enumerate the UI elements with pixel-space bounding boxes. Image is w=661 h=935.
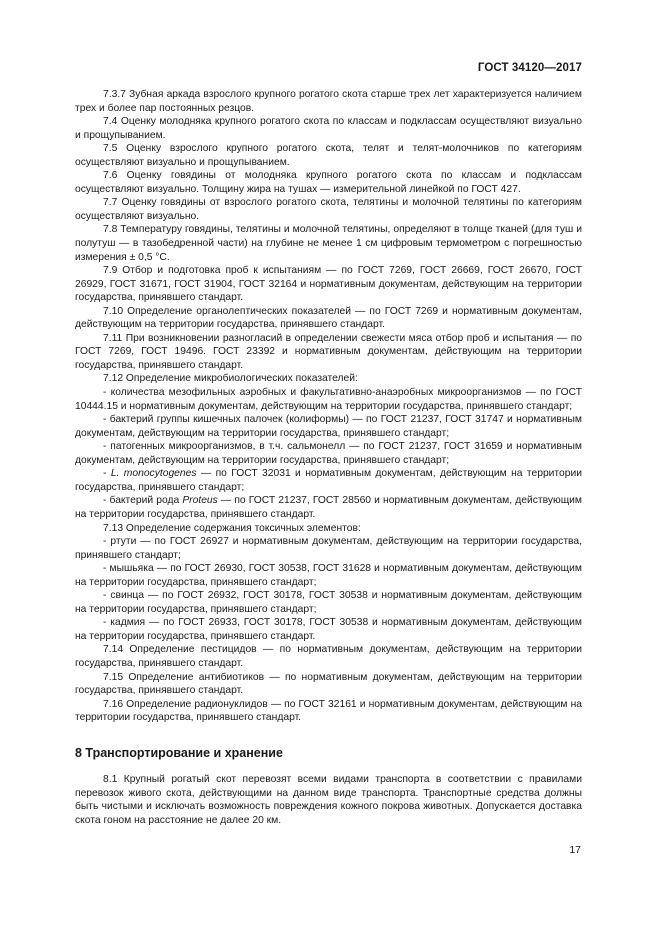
list-item-arsenic: - мышьяка — по ГОСТ 26930, ГОСТ 30538, ГОСТ 31628 и нормативным документам, действующим на территории государства, принявшего стандарт; xyxy=(75,563,582,588)
paragraph-7-12: 7.12 Определение микробиологических показателей: xyxy=(103,373,358,385)
paragraph-7-6: 7.6 Оценку говядины от молодняка крупного рогатого скота по классам и подклассам осуществляют визуально. Толщину жира на тушах — измерительной линейкой по ГОСТ 427. xyxy=(75,170,582,195)
list-item-coliforms: - бактерий группы кишечных палочек (колиформы) — по ГОСТ 21237, ГОСТ 31747 и нормативным документам, действующим на территории государства, принявшего стандарт; xyxy=(75,414,582,439)
section-8-text xyxy=(75,773,582,827)
list-item-cadmium: - кадмия — по ГОСТ 26933, ГОСТ 30178, ГОСТ 30538 и нормативным документам, действующим на территории государства, принявшего стандарт. xyxy=(75,617,582,642)
section-8-title: 8 Транспортирование и хранение xyxy=(75,746,283,760)
list-item-listeria: - L. monocytogenes — по ГОСТ 32031 и нормативным документам, действующим на территории государства, принявшего стандарт; xyxy=(75,468,582,493)
list-item-proteus: - бактерий рода Proteus — по ГОСТ 21237, ГОСТ 28560 и нормативным документам, действующим на территории государства, принявшего стандарт. xyxy=(75,495,582,520)
paragraph-7-15: 7.15 Определение антибиотиков — по нормативным документам, действующим на территории государства, принявшего стандарт. xyxy=(75,671,582,697)
list-item-mercury: - ртути — по ГОСТ 26927 и нормативным документам, действующим на территории государства, принявшего стандарт; xyxy=(75,536,582,561)
list-item-lead: - свинца — по ГОСТ 26932, ГОСТ 30178, ГОСТ 30538 и нормативным документам, действующим на территории государства, принявшего стандарт; xyxy=(75,590,582,615)
document-code-header: ГОСТ 34120—2017 xyxy=(477,62,582,74)
paragraph-7-14: 7.14 Определение пестицидов — по нормативным документам, действующим на территории государства, принявшего стандарт. xyxy=(75,644,582,669)
list-item-mesophilic: - количества мезофильных аэробных и факультативно-анаэробных микроорганизмов — по ГОСТ 10444.15 и нормативным документам, действующим на территории государства, принявшего стандарт; xyxy=(75,387,582,412)
paragraph-7-3-7: 7.3.7 Зубная аркада взрослого крупного рогатого скота старше трех лет характеризуется наличием трех и более пар постоянных резцов. xyxy=(75,89,582,114)
paragraph-7-16: 7.16 Определение радионуклидов — по ГОСТ 32161 и нормативным документам, действующим на территории государства, принявшего стандарт. xyxy=(75,698,582,724)
clause-7-text xyxy=(75,88,582,725)
paragraph-7-8: 7.8 Температуру говядины, телятины и молочной телятины, определяют в толще тканей (для туш и полутуш — в тазобедренной части) на глубине не менее 1 см цифровым термометром с погрешностью измерения ± 0,5 °С. xyxy=(75,224,582,263)
paragraph-7-4: 7.4 Оценку молодняка крупного рогатого скота по классам и подклассам осуществляют визуально и прощупыванием. xyxy=(75,116,582,141)
proteus-name: Proteus xyxy=(182,495,218,507)
paragraph-7-11: 7.11 При возникновении разногласий в определении свежести мяса отбор проб и испытания — по ГОСТ 7269, ГОСТ 19496. ГОСТ 23392 и нормативным документам, действующим на территории государства, принявшего стандарт. xyxy=(75,332,582,371)
paragraph-8-1: 8.1 Крупный рогатый скот перевозят всеми видами транспорта в соответствии с правилами перевозок живого скота, действующими на данном виде транспорта. Транспортные средства должны быть чистыми и исключать возможность повреждения кожного покрова животных. Допускается доставка скота гоном на расстояние не далее 20 км. xyxy=(75,774,582,826)
paragraph-7-13: 7.13 Определение содержания токсичных элементов: xyxy=(103,522,361,534)
list-item-salmonella: - патогенных микроорганизмов, в т.ч. сальмонелл — по ГОСТ 21237, ГОСТ 31659 и нормативным документам, действующим на территории государства, принявшего стандарт; xyxy=(75,441,582,466)
paragraph-7-7: 7.7 Оценку говядины от взрослого рогатого скота, телятины и молочной телятины по категориям осуществляют визуально. xyxy=(75,197,582,222)
paragraph-7-10: 7.10 Определение органолептических показателей — по ГОСТ 7269 и нормативным документам, действующим на территории государства, принявшего стандарт. xyxy=(75,305,582,331)
listeria-name: L. monocytogenes xyxy=(110,468,197,480)
page-number: 17 xyxy=(569,844,581,856)
paragraph-7-9: 7.9 Отбор и подготовка проб к испытаниям — по ГОСТ 7269, ГОСТ 26669, ГОСТ 26670, ГОСТ 26929, ГОСТ 31671, ГОСТ 31904, ГОСТ 32164 и нормативным документам, действующим на территории государства, принявшего стандарт. xyxy=(75,265,582,304)
paragraph-7-5: 7.5 Оценку взрослого крупного рогатого скота, телят и телят-молочников по категориям осуществляют визуально и прощупыванием. xyxy=(75,143,582,168)
